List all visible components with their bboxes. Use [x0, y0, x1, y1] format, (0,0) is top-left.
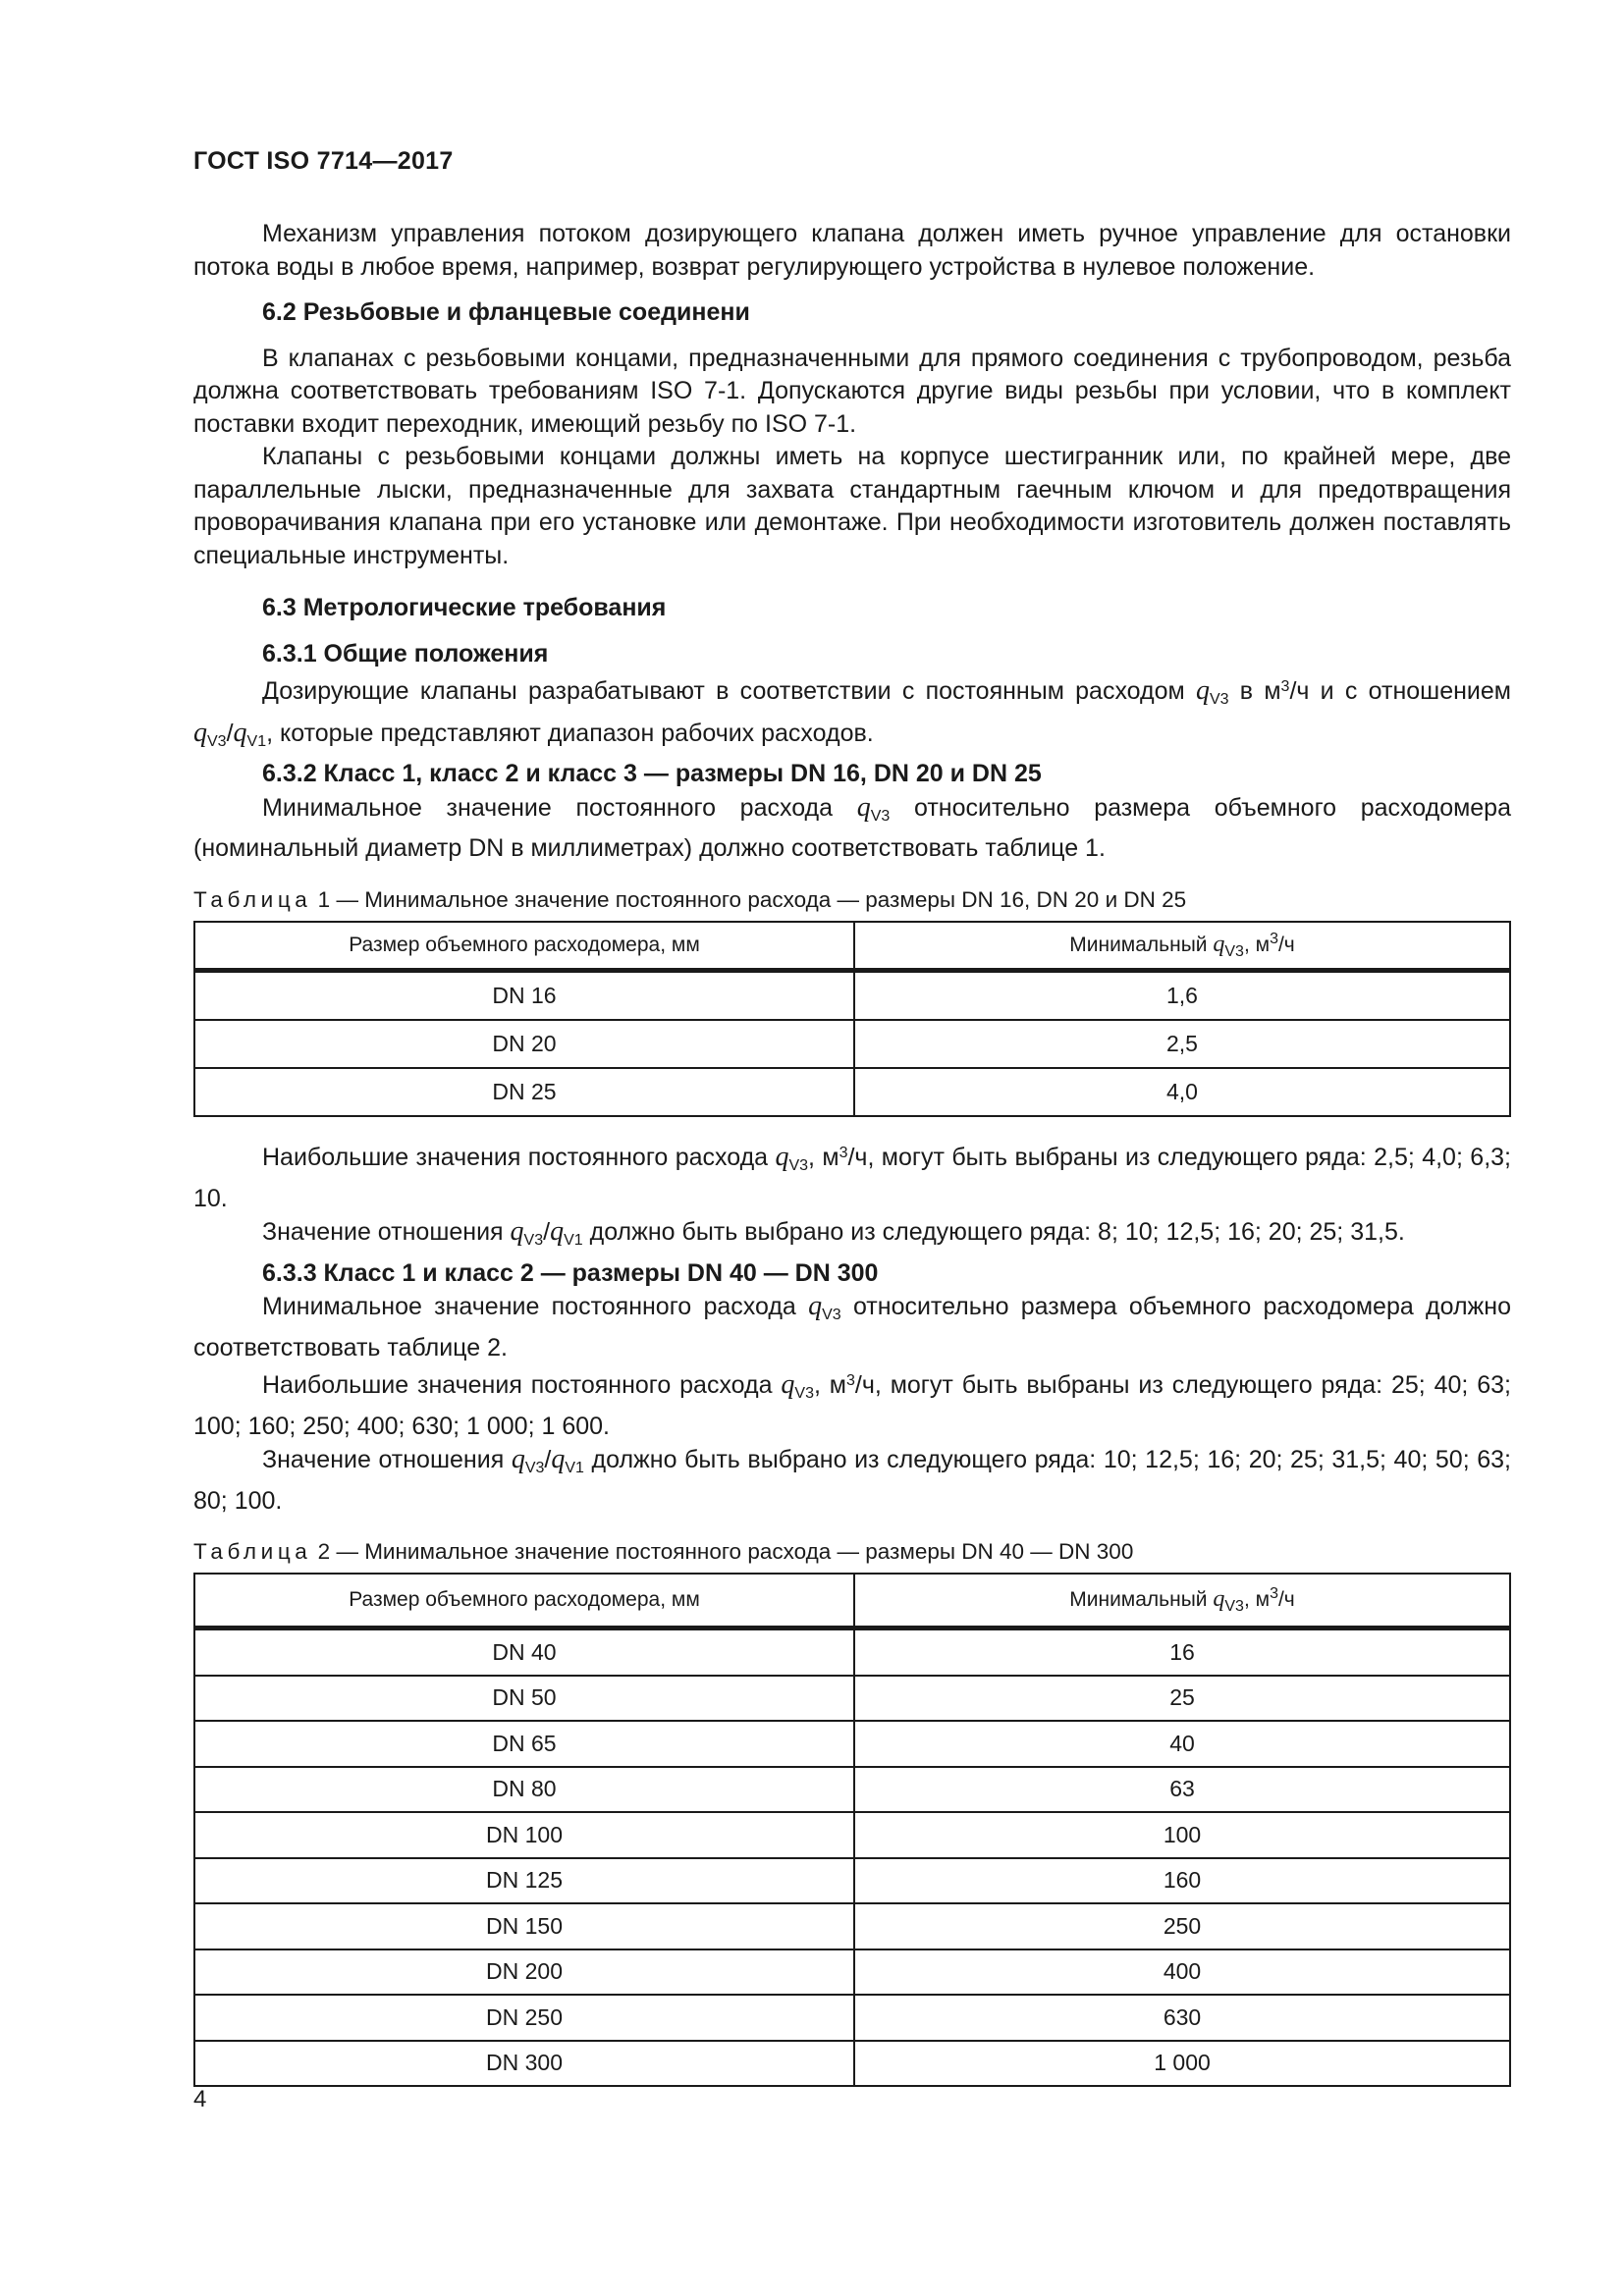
paragraph-min-flow-table2: Минимальное значение постоянного расхода $q_{V3}$ относительно размера объемного расходомера должно соответствовать таблице 2. [193, 1291, 1511, 1362]
table2-header-size: Размер объемного расходомера, мм [194, 1574, 854, 1629]
table1-header-flow: Минимальный $q_{V3}$, $м^3/ч$ [854, 922, 1510, 971]
table-row: DN 100 100 [194, 1812, 1510, 1858]
paragraph-max-flow-2: Наибольшие значения постоянного расхода $q_{V3}$, $м^3/ч$, могут быть выбраны из следующего ряда: 25; 40; 63; 100; 160; 250; 400; 630; 1 000; 1 600. [193, 1369, 1511, 1440]
paragraph-flow-control: Механизм управления потоком дозирующего клапана должен иметь ручное управление для остановки потока воды в любое время, например, возврат регулирующего устройства в нулевое положение. [193, 220, 1511, 281]
table-row: DN 300 1 000 [194, 2041, 1510, 2087]
section-heading-6-2: 6.2 Резьбовые и фланцевые соединени [262, 298, 750, 326]
table1-caption: Таблица 1 — Минимальное значение постоянного расхода — размеры DN 16, DN 20 и DN 25 [193, 886, 1187, 912]
table-row: DN 200 400 [194, 1949, 1510, 1996]
table2-header-flow: Минимальный $q_{V3}$, $м^3/ч$ [854, 1574, 1510, 1629]
table-2 [193, 1573, 1511, 2087]
paragraph-threaded-ends: В клапанах с резьбовыми концами, предназначенными для прямого соединения с трубопроводом, резьба должна соответствовать требованиям ISO 7-1. Допускаются другие виды резьбы при условии, что в комплект поставки входит переходник, имеющий резьбу по ISO 7-1. [193, 344, 1511, 438]
table-row: DN 16 1,6 [194, 971, 1510, 1021]
paragraph-min-flow-table1: Минимальное значение постоянного расхода $q_{V3}$ относительно размера объемного расходомера (номинальный диаметр DN в миллиметрах) должно соответствовать таблице 1. [193, 791, 1511, 862]
document-body [193, 218, 1511, 2087]
section-heading-6-3: 6.3 Метрологические требования [262, 594, 667, 621]
paragraph-ratio-1: Значение отношения $q_{V3}/q_{V1}$ должно быть выбрано из следующего ряда: 8; 10; 12,5; 16; 20; 25; 31,5. [262, 1216, 1405, 1249]
table-row: DN 80 63 [194, 1767, 1510, 1813]
paragraph-dosing-design: Дозирующие клапаны разрабатывают в соответствии с постоянным расходом $q_{V3}$ в $м^3/ч$ и с отношением $q_{V3}/q_{V1}$, которые представляют диапазон рабочих расходов. [193, 675, 1511, 750]
document-header: ГОСТ ISO 7714—2017 [193, 147, 454, 175]
table-1 [193, 921, 1511, 1118]
paragraph-ratio-2: Значение отношения $q_{V3}/q_{V1}$ должно быть выбрано из следующего ряда: 10; 12,5; 16; 20; 25; 31,5; 40; 50; 63; 80; 100. [193, 1444, 1511, 1515]
table-row: DN 150 250 [194, 1903, 1510, 1949]
section-heading-6-3-3: 6.3.3 Класс 1 и класс 2 — размеры DN 40 — DN 300 [262, 1258, 879, 1287]
table-row: DN 125 160 [194, 1858, 1510, 1904]
table-row: DN 20 2,5 [194, 1020, 1510, 1068]
table-row: DN 40 16 [194, 1629, 1510, 1676]
section-heading-6-3-2: 6.3.2 Класс 1, класс 2 и класс 3 — размеры DN 16, DN 20 и DN 25 [262, 760, 1042, 787]
section-heading-6-3-1: 6.3.1 Общие положения [262, 639, 549, 667]
paragraph-max-flow-1: Наибольшие значения постоянного расхода $q_{V3}$, $м^3/ч$, могут быть выбраны из следующего ряда: 2,5; 4,0; 6,3; 10. [193, 1142, 1511, 1212]
table-row: DN 65 40 [194, 1721, 1510, 1767]
table-row: DN 250 630 [194, 1995, 1510, 2041]
table-row: DN 50 25 [194, 1676, 1510, 1722]
table-row: DN 25 4,0 [194, 1068, 1510, 1116]
table2-caption: Таблица 2 — Минимальное значение постоянного расхода — размеры DN 40 — DN 300 [193, 1539, 1134, 1564]
paragraph-hexagon: Клапаны с резьбовыми концами должны иметь на корпусе шестигранник или, по крайней мере, две параллельные лыски, предназначенные для захвата стандартным гаечным ключом и для предотвращения проворачивания клапана при его установке или демонтаже. При необходимости изготовитель должен поставлять специальные инструменты. [193, 443, 1511, 569]
table1-header-size: Размер объемного расходомера, мм [194, 922, 854, 971]
page-number: 4 [193, 2086, 207, 2112]
